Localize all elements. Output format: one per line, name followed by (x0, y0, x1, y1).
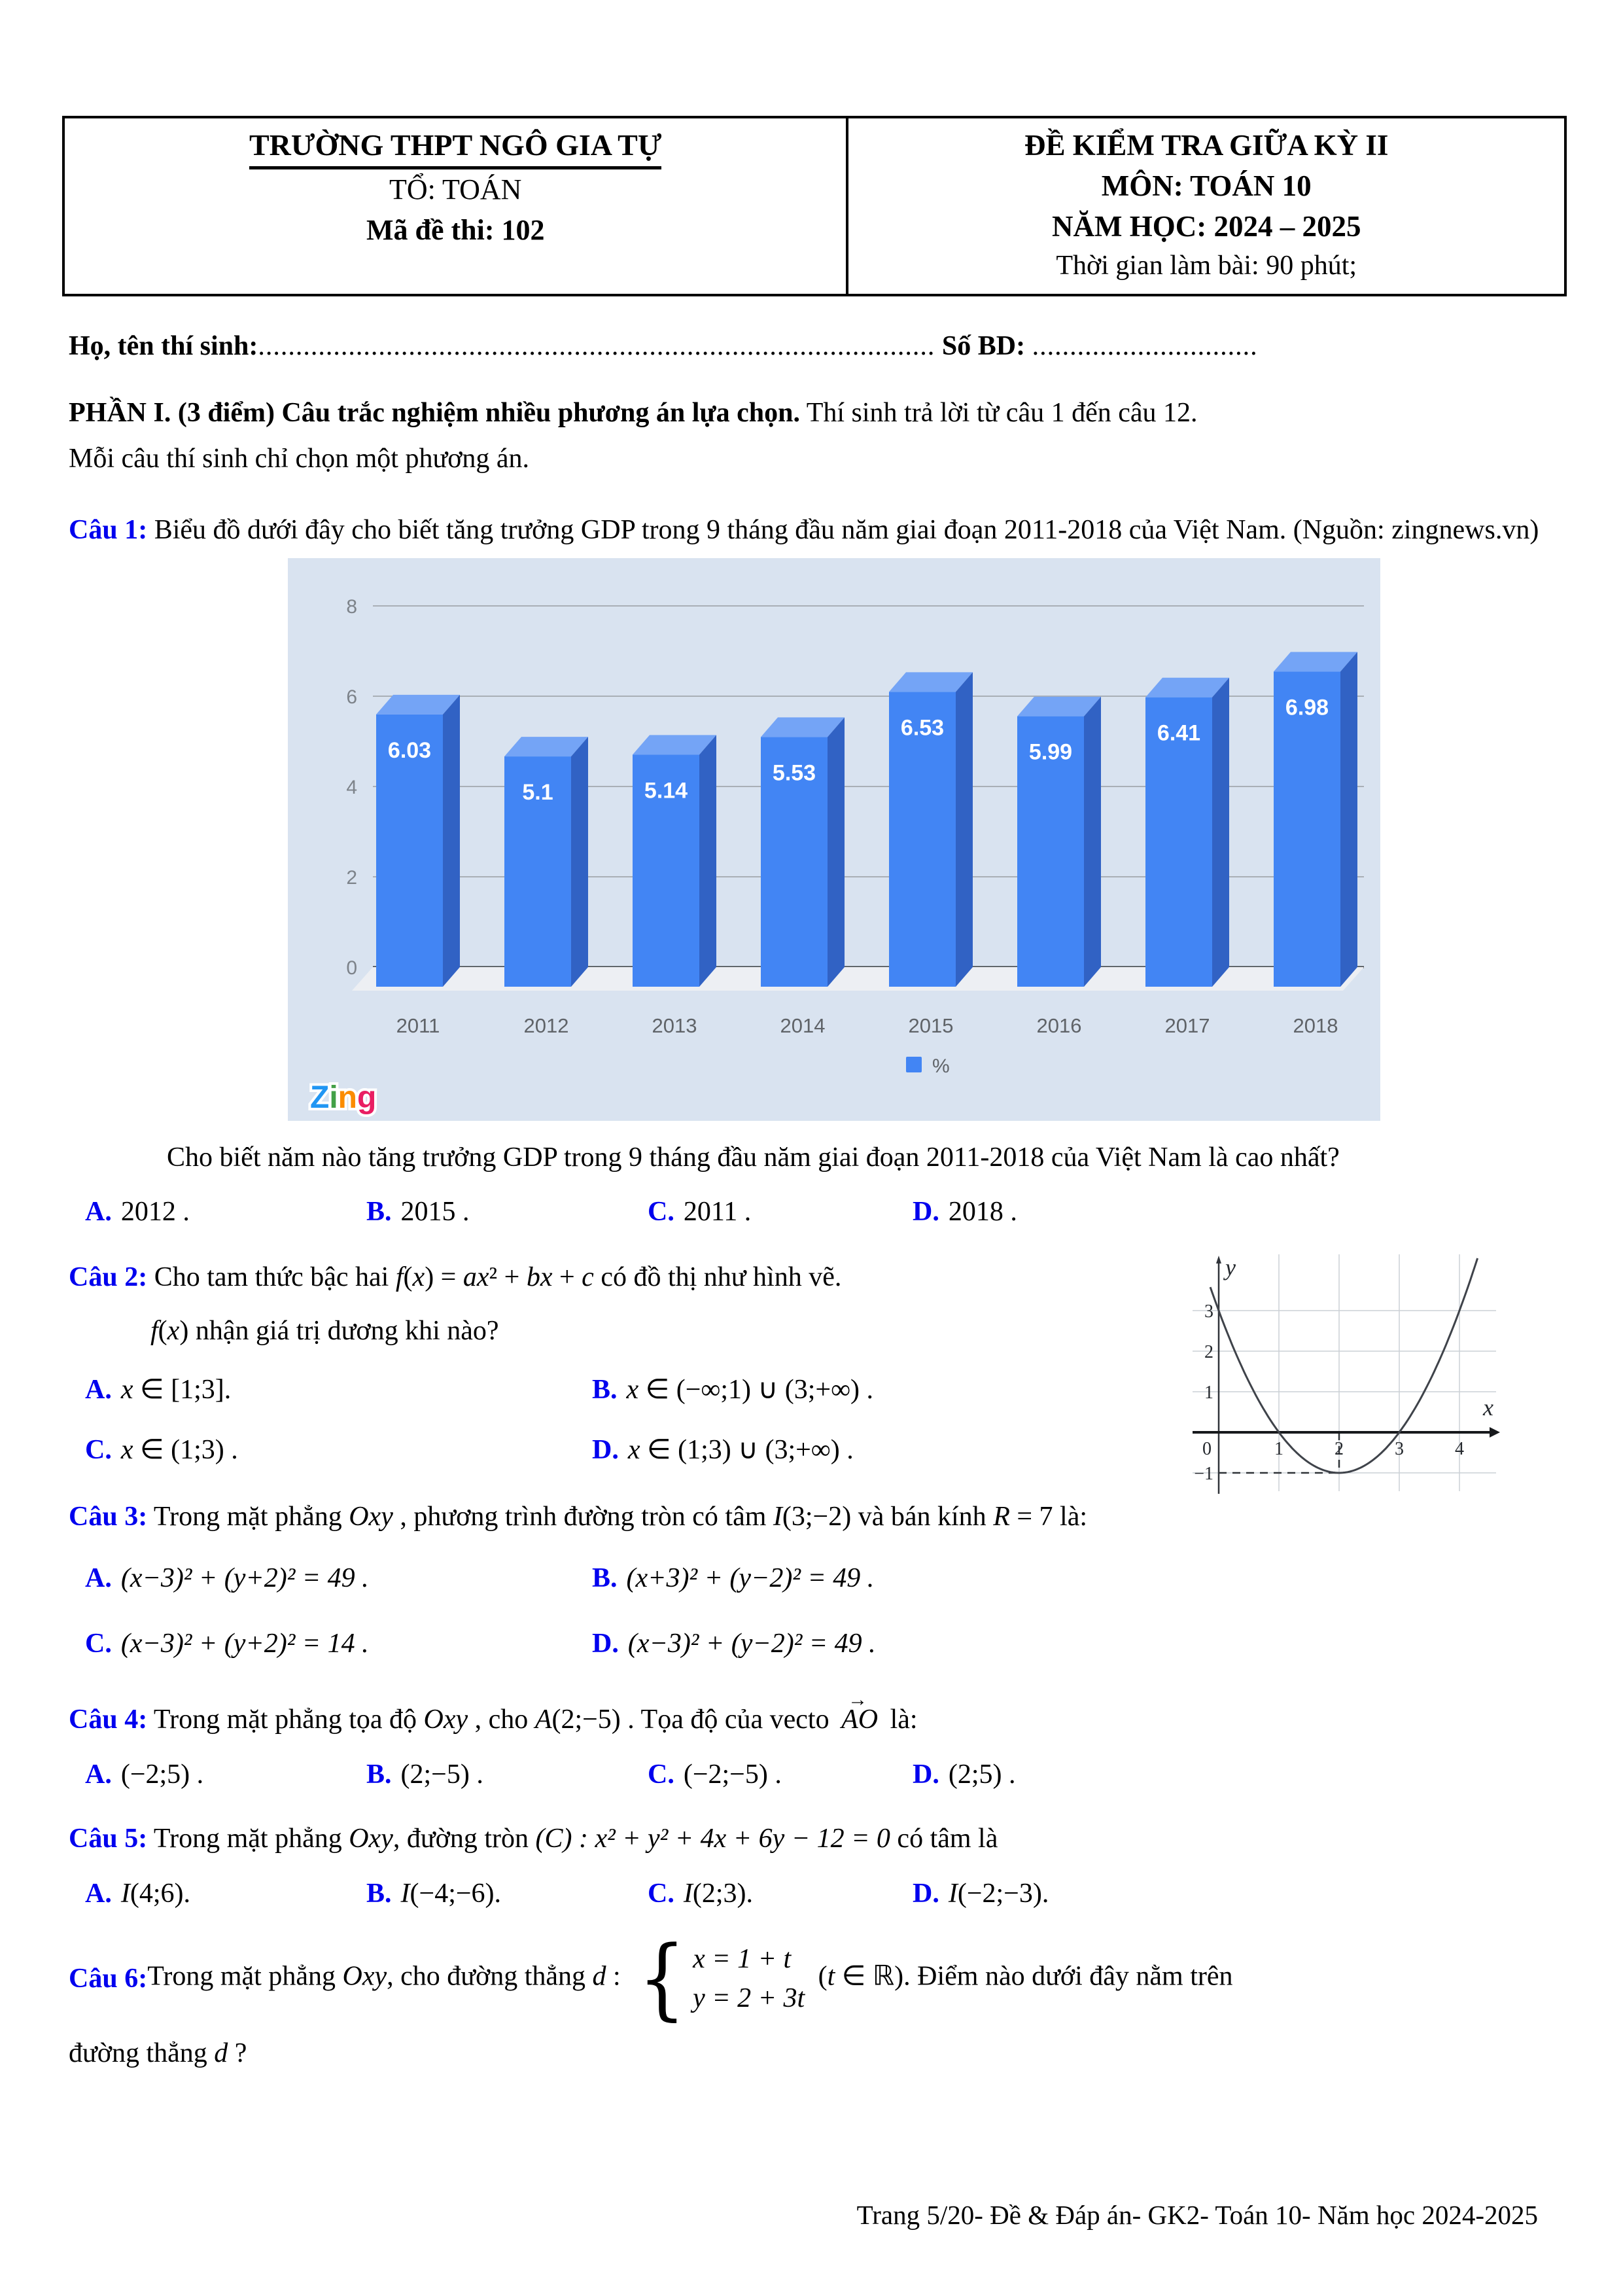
school-name: TRƯỜNG THPT NGÔ GIA TỰ (249, 125, 661, 169)
question-2-option-a: A. x ∈ [1;3]. (85, 1375, 232, 1405)
bar-2016 (1017, 697, 1101, 987)
question-3-label: Câu 3: (69, 1502, 148, 1532)
question-3-option-b: B. (x+3)² + (y−2)² = 49 . (592, 1563, 875, 1593)
bar-2015 (889, 672, 973, 987)
vector-notation: → AO (841, 1689, 879, 1735)
x-category-label: 2015 (908, 1014, 954, 1037)
header-table (62, 116, 1567, 296)
department: TỔ: TOÁN (389, 173, 522, 205)
student-info-line: Họ, tên thí sinh:.......................................................................................... Số BD: .............................. (69, 331, 1258, 361)
y-axis-label: y (1225, 1254, 1236, 1280)
bar-2017 (1145, 678, 1229, 987)
question-2-options-row-1 (69, 1367, 1197, 1413)
question-4-statement: Trong mặt phẳng tọa độ Oxy , cho A(2;−5) . Tọa độ của vecto → AO là: (147, 1704, 917, 1735)
y-tick-label: 0 (346, 957, 357, 979)
bars (376, 652, 1357, 987)
bar-value-label: 5.99 (1028, 739, 1073, 765)
question-2 (69, 1254, 1567, 1484)
bar-value-label: 5.1 (522, 780, 553, 805)
x-category-label: 2014 (780, 1014, 826, 1037)
question-2-options-row-2 (69, 1427, 1197, 1473)
question-3-option-c: C. (x−3)² + (y+2)² = 14 . (85, 1629, 369, 1659)
question-4 (69, 1689, 1567, 1795)
y-tick-label: 3 (1204, 1301, 1213, 1322)
question-6-subtext: đường thẳng d ? (69, 2038, 247, 2068)
question-1-subtext: Cho biết năm nào tăng trưởng GDP trong 9 tháng đầu năm giai đoạn 2011-2018 của Việt Nam là cao nhất? (167, 1142, 1340, 1173)
question-1-option-b: B. 2015 . (366, 1197, 470, 1227)
bar-value-label: 6.03 (387, 737, 432, 763)
x-tick-label: 0 (1202, 1439, 1212, 1459)
question-6-statement: Trong mặt phẳng Oxy, cho đường thẳng d : { x = 1 + t y = 2 + 3t (t ∈ ℝ). Điểm nào dưới đây nằm trên (147, 1927, 1233, 2030)
question-5 (69, 1817, 1567, 1914)
y-tick-label: 8 (346, 596, 357, 618)
question-1 (69, 508, 1567, 1232)
question-1-text (69, 508, 1567, 552)
legend-swatch (906, 1057, 922, 1072)
exam-title: ĐỀ KIỂM TRA GIỮA KỲ II (1024, 129, 1389, 162)
question-2-label: Câu 2: (69, 1262, 148, 1292)
page-footer: Trang 5/20- Đề & Đáp án- GK2- Toán 10- Năm học 2024-2025 (856, 2200, 1538, 2230)
y-tick-label: 4 (346, 777, 357, 798)
bar-value-label: 5.14 (644, 778, 688, 804)
x-category-label: 2011 (396, 1014, 440, 1037)
question-1-option-c: C. 2011 . (648, 1197, 752, 1227)
bar-2012 (504, 737, 588, 987)
school-name-line (69, 125, 842, 169)
legend-label: % (932, 1055, 950, 1077)
question-3-option-d: D. (x−3)² + (y−2)² = 49 . (592, 1629, 876, 1659)
exam-code: Mã đề thi: 102 (366, 214, 545, 246)
parabola-curve (1210, 1258, 1478, 1473)
school-year: NĂM HỌC: 2024 – 2025 (1051, 210, 1361, 243)
x-category-label: 2012 (523, 1014, 569, 1037)
x-category-label: 2013 (652, 1014, 697, 1037)
x-tick-label: 2 (1335, 1439, 1344, 1459)
question-2-statement: Cho tam thức bậc hai f(x) = ax² + bx + c có đồ thị như hình vẽ. (147, 1262, 842, 1292)
question-4-option-c: C. (−2;−5) . (648, 1759, 782, 1790)
question-1-options (69, 1192, 1567, 1232)
question-4-text (69, 1689, 1567, 1741)
question-5-option-b: B. I(−4;−6). (366, 1879, 502, 1909)
question-6-label: Câu 6: (69, 1964, 148, 1994)
question-1-label: Câu 1: (69, 515, 148, 545)
question-5-options (69, 1873, 1567, 1914)
zing-logo: Zing (310, 1080, 377, 1115)
y-tick-label: 6 (346, 686, 357, 708)
parabola-graph (1187, 1248, 1501, 1496)
x-tick-label: 4 (1455, 1439, 1464, 1459)
gdp-bar-chart-svg (288, 558, 1380, 1121)
header-left-cell (63, 117, 847, 295)
x-category-label: 2017 (1164, 1014, 1210, 1037)
question-3-options-row-1 (69, 1553, 1567, 1604)
question-4-options (69, 1754, 1567, 1795)
equation-system: { x = 1 + t y = 2 + 3t (638, 1927, 805, 2030)
y-tick-label: 1 (1204, 1383, 1213, 1403)
bar-value-label: 6.41 (1157, 720, 1201, 746)
question-3-option-a: A. (x−3)² + (y+2)² = 49 . (85, 1563, 369, 1593)
question-3-options-row-2 (69, 1618, 1567, 1669)
x-category-label: 2018 (1293, 1014, 1338, 1037)
bar-2011 (376, 695, 460, 987)
x-category-label: 2016 (1036, 1014, 1082, 1037)
question-5-option-c: C. I(2;3). (648, 1879, 753, 1909)
question-4-option-a: A. (−2;5) . (85, 1759, 204, 1790)
question-3 (69, 1495, 1567, 1669)
question-1-statement: Biểu đồ dưới đây cho biết tăng trưởng GDP trong 9 tháng đầu năm giai đoạn 2011-2018 của Việt Nam. (Nguồn: zingnews.vn) (147, 515, 1539, 545)
bar-value-label: 6.98 (1285, 695, 1329, 720)
gridlines (1193, 1254, 1496, 1491)
question-2-option-c: C. x ∈ (1;3) . (85, 1435, 238, 1465)
question-4-label: Câu 4: (69, 1704, 148, 1735)
question-6 (69, 1927, 1567, 2075)
question-5-text (69, 1817, 1567, 1860)
x-tick-label: 1 (1274, 1439, 1283, 1459)
question-5-option-a: A. I(4;6). (85, 1879, 190, 1909)
bar-value-label: 6.53 (900, 715, 945, 741)
exam-duration: Thời gian làm bài: 90 phút; (1056, 251, 1357, 281)
question-2-option-d: D. x ∈ (1;3) ∪ (3;+∞) . (592, 1435, 854, 1465)
question-5-option-d: D. I(−2;−3). (913, 1879, 1049, 1909)
question-5-label: Câu 5: (69, 1824, 148, 1854)
question-6-text (69, 1927, 1567, 2030)
question-3-text (69, 1495, 1567, 1538)
question-2-subtext: f(x) nhận giá trị dương khi nào? (150, 1316, 499, 1346)
question-2-option-b: B. x ∈ (−∞;1) ∪ (3;+∞) . (592, 1375, 874, 1405)
question-4-option-b: B. (2;−5) . (366, 1759, 483, 1790)
question-1-option-d: D. 2018 . (913, 1197, 1017, 1227)
part1-instruction: Mỗi câu thí sinh chỉ chọn một phương án. (69, 444, 530, 474)
bar-2013 (633, 735, 716, 987)
bar-2014 (761, 717, 845, 987)
header-right-cell (847, 117, 1565, 295)
y-tick-label: −1 (1194, 1464, 1213, 1484)
parabola-graph-svg (1187, 1248, 1501, 1496)
y-tick-label: 2 (346, 867, 357, 889)
y-tick-label: 2 (1204, 1342, 1213, 1362)
question-1-option-a: A. 2012 . (85, 1197, 190, 1227)
question-5-statement: Trong mặt phẳng Oxy, đường tròn (C) : x² + y² + 4x + 6y − 12 = 0 có tâm là (147, 1824, 998, 1854)
x-tick-label: 3 (1395, 1439, 1404, 1459)
part1-heading: PHẦN I. (3 điểm) Câu trắc nghiệm nhiều phương án lựa chọn. Thí sinh trả lời từ câu 1 đến câu 12. (69, 398, 1198, 428)
gdp-bar-chart (288, 558, 1380, 1121)
question-2-text (69, 1256, 1155, 1299)
exam-subject: MÔN: TOÁN 10 (1101, 169, 1312, 202)
bar-2018 (1274, 652, 1357, 987)
bar-value-label: 5.53 (772, 760, 816, 786)
question-3-statement: Trong mặt phẳng Oxy , phương trình đường tròn có tâm I(3;−2) và bán kính R = 7 là: (147, 1502, 1088, 1532)
x-axis-label: x (1483, 1394, 1493, 1421)
question-4-option-d: D. (2;5) . (913, 1759, 1016, 1790)
